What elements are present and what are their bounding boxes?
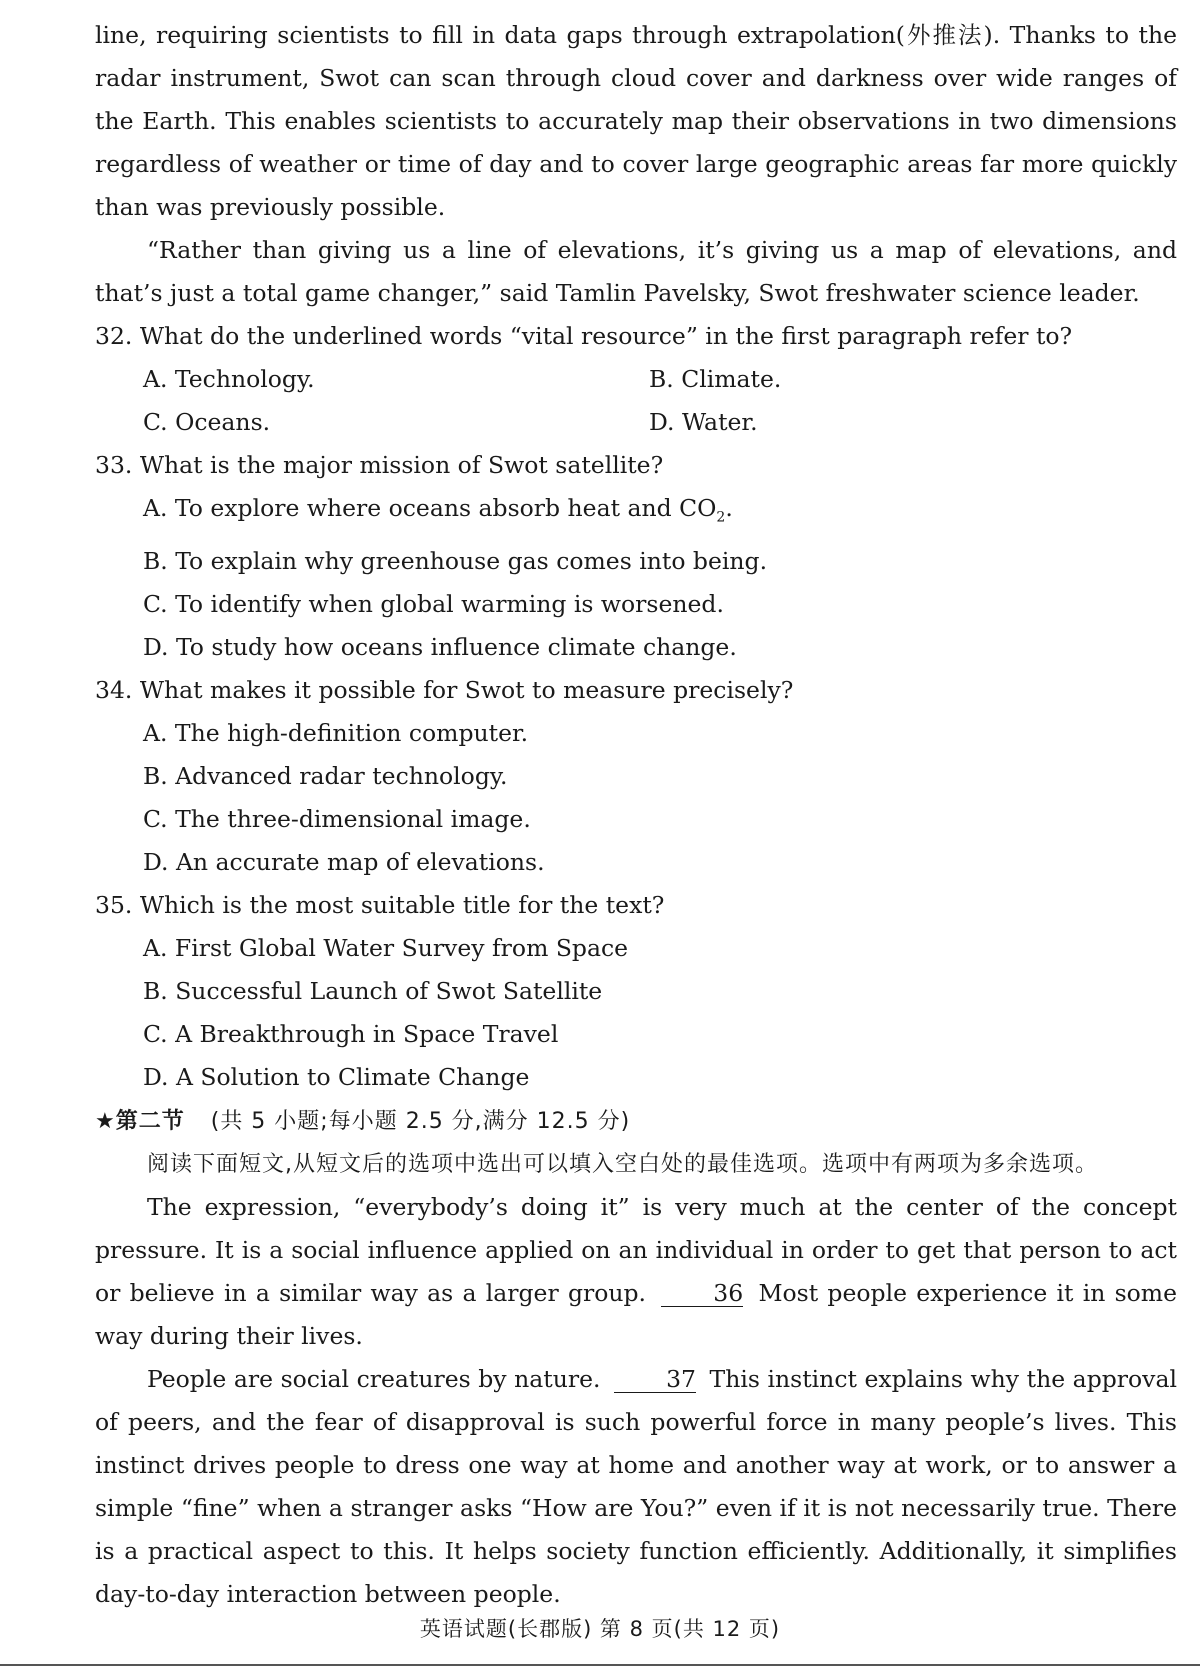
passage-paragraph-1: line, requiring scientists to fill in data gaps through extrapolation(外推法). Thanks to the radar instrument, Swot can scan through cloud cover and darkness over wide ranges of the Earth. This enables scientists to accurately map their observations in two dimensions regardless of weather or time of day and to cover large geographic areas far more quickly than was previously possible. bbox=[95, 21, 1177, 221]
question-33-stem: 33. What is the major mission of Swot satellite? bbox=[95, 451, 664, 479]
blank-36: 36 bbox=[661, 1280, 743, 1307]
question-35-option-d: D. A Solution to Climate Change bbox=[143, 1062, 530, 1091]
section-2-instruction: 阅读下面短文,从短文后的选项中选出可以填入空白处的最佳选项。选项中有两项为多余选项。 bbox=[147, 1151, 1098, 1177]
question-33-option-a-text: A. To explore where oceans absorb heat and CO bbox=[143, 494, 717, 522]
question-35-option-a: A. First Global Water Survey from Space bbox=[143, 933, 629, 962]
question-35-option-c: C. A Breakthrough in Space Travel bbox=[143, 1019, 559, 1048]
section-2-paragraph-1-after: Most people experience it in some way during their lives. bbox=[95, 1278, 1177, 1350]
co2-subscript: 2 bbox=[716, 509, 726, 526]
question-34-option-b: B. Advanced radar technology. bbox=[143, 761, 508, 790]
section-2-heading bbox=[95, 1099, 1177, 1143]
question-32-options-row-2 bbox=[95, 401, 1177, 444]
question-34-option-c: C. The three-dimensional image. bbox=[143, 804, 531, 833]
question-32-stem: 32. What do the underlined words “vital resource” in the first paragraph refer to? bbox=[95, 322, 1073, 350]
section-2-paragraph-1 bbox=[95, 1186, 1177, 1358]
question-32-option-a: A. Technology. bbox=[143, 365, 315, 393]
blank-37: 37 bbox=[614, 1366, 696, 1393]
question-34-stem: 34. What makes it possible for Swot to measure precisely? bbox=[95, 675, 794, 704]
question-33-option-b: B. To explain why greenhouse gas comes into being. bbox=[143, 546, 768, 575]
question-32-options-row-1 bbox=[95, 358, 1177, 401]
bottom-rule bbox=[0, 1664, 1200, 1666]
question-32-option-d: D. Water. bbox=[649, 408, 758, 436]
passage-paragraph-2: “Rather than giving us a line of elevations, it’s giving us a map of elevations, and that’s just a total game changer,” said Tamlin Pavelsky, Swot freshwater science leader. bbox=[95, 236, 1177, 307]
section-2-paragraph-2-start: People are social creatures by nature. bbox=[147, 1364, 601, 1393]
question-35-stem: 35. Which is the most suitable title for the text? bbox=[95, 890, 665, 919]
section-2-paragraph-2 bbox=[95, 1358, 1177, 1616]
question-35-option-b: B. Successful Launch of Swot Satellite bbox=[143, 976, 603, 1005]
question-32-option-c: C. Oceans. bbox=[143, 408, 271, 436]
question-33-option-d: D. To study how oceans influence climate change. bbox=[143, 632, 737, 661]
section-2-scoring-note: (共 5 小题;每小题 2.5 分,满分 12.5 分) bbox=[210, 1108, 631, 1134]
question-34-option-a: A. The high-definition computer. bbox=[143, 718, 529, 747]
question-33-option-c: C. To identify when global warming is worsened. bbox=[143, 589, 724, 618]
section-2-paragraph-1-text: The expression, “everybody’s doing it” is very much at the center of the concept pressure. It is a social influence applied on an individual in order to get that person to act or believe in a similar way as a larger group. bbox=[95, 1192, 1177, 1307]
section-2-paragraph-2-rest: This instinct explains why the approval of peers, and the fear of disapproval is such powerful force in many people’s lives. This instinct drives people to dress one way at home and another way at work, or to answer a simple “fine” when a stranger asks “How are You?” even if it is not necessarily true. There is a practical aspect to this. It helps society function efficiently. Additionally, it simplifies day-to-day interaction between people. bbox=[95, 1364, 1177, 1608]
question-33-option-a-end: . bbox=[725, 494, 733, 522]
question-33-option-a bbox=[95, 487, 1177, 540]
exam-page bbox=[95, 14, 1177, 1616]
page-footer: 英语试题(长郡版) 第 8 页(共 12 页) bbox=[419, 1617, 781, 1641]
question-32-option-b: B. Climate. bbox=[649, 365, 782, 393]
section-2-title: ★第二节 bbox=[95, 1108, 185, 1134]
question-34-option-d: D. An accurate map of elevations. bbox=[143, 847, 545, 876]
